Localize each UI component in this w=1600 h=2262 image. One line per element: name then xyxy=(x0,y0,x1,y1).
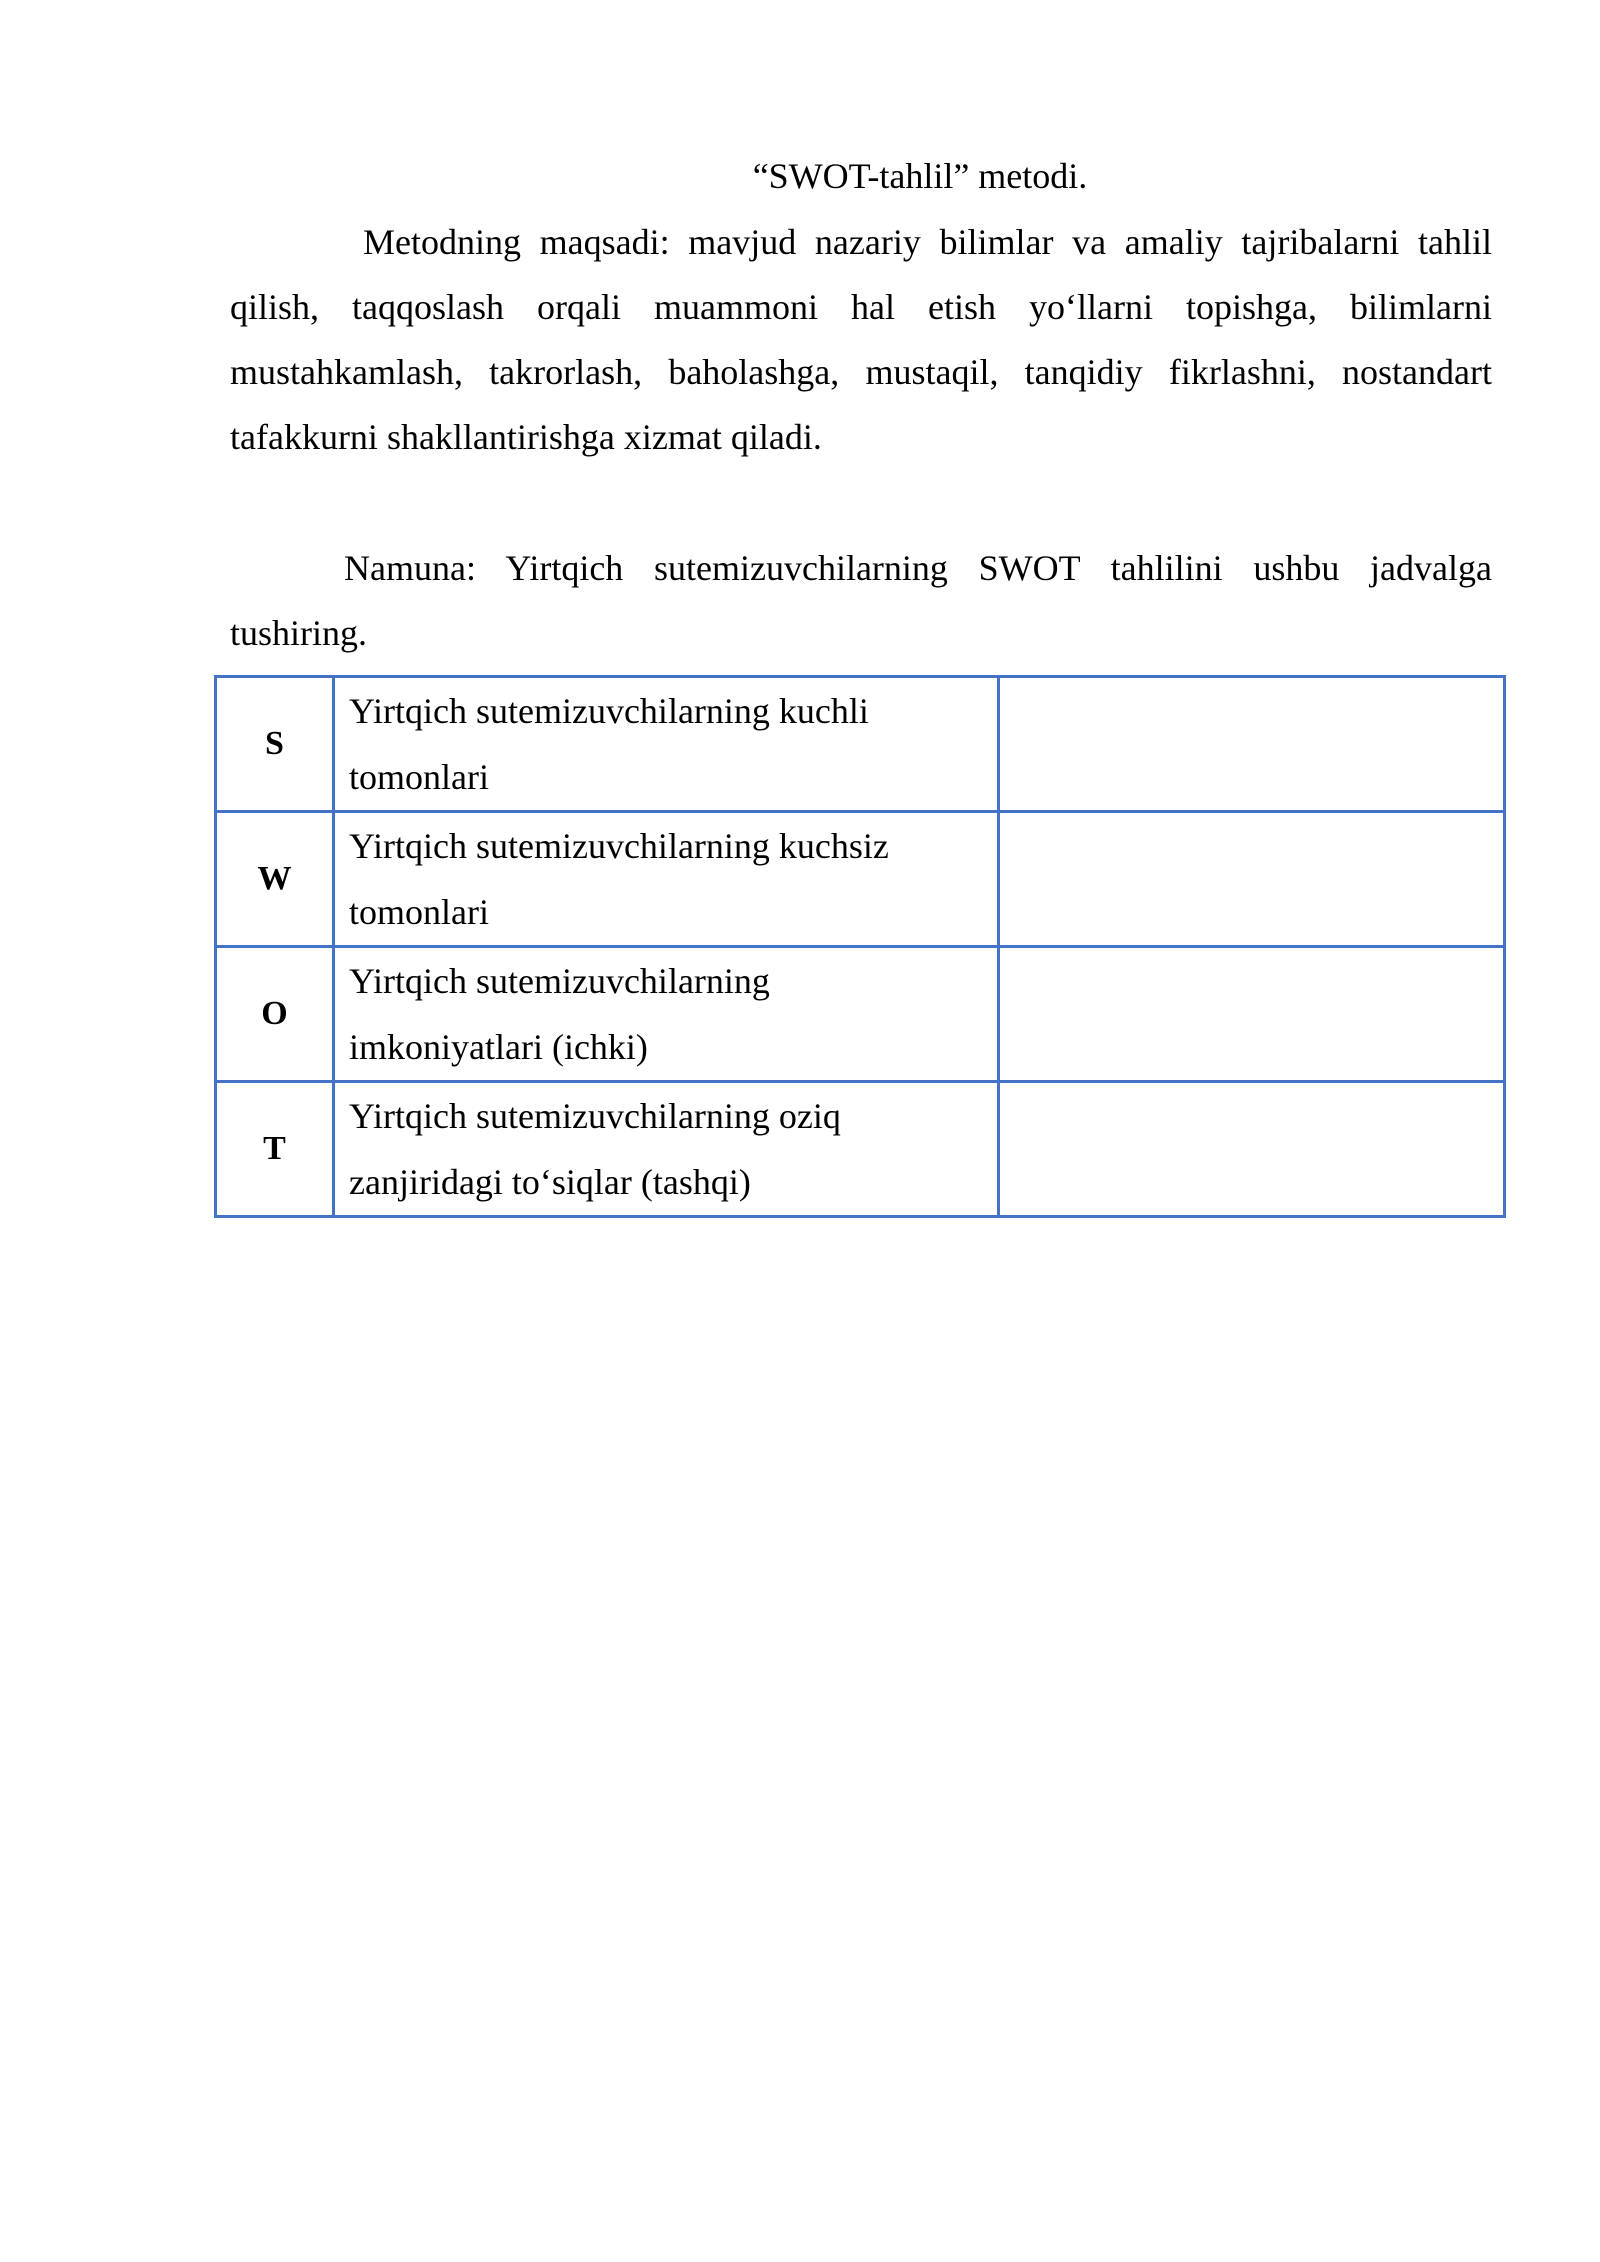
swot-letter-s: S xyxy=(216,677,334,812)
swot-description-w xyxy=(334,812,999,947)
swot-description-s xyxy=(334,677,999,812)
swot-answer-w xyxy=(999,812,1505,947)
swot-answer-o xyxy=(999,947,1505,1082)
swot-description-w-line2: tomonlari xyxy=(349,892,489,932)
swot-description-o-line1: Yirtqich sutemizuvchilarning xyxy=(349,961,770,1001)
swot-letter-t: T xyxy=(216,1082,334,1217)
swot-description-w-line1: Yirtqich sutemizuvchilarning kuchsiz xyxy=(349,826,889,866)
document-title: “SWOT-tahlil” metodi. xyxy=(752,156,1088,196)
swot-answer-t xyxy=(999,1082,1505,1217)
purpose-paragraph: Metodning maqsadi: mavjud nazariy bilimlar va amaliy tajribalarni tahlil qilish, taqqoslash orqali muammoni hal etish yo‘llarni topishga, bilimlarni mustahkamlash, takrorlash, baholashga, mustaqil, tanqidiy fikrlashni, nostandart tafakkurni shakllantirishga xizmat qiladi. xyxy=(230,222,1492,457)
swot-letter-o: O xyxy=(216,947,334,1082)
swot-description-s-line2: tomonlari xyxy=(349,757,489,797)
swot-description-t-line1: Yirtqich sutemizuvchilarning oziq xyxy=(349,1096,841,1136)
swot-description-t-line2: zanjiridagi to‘siqlar (tashqi) xyxy=(349,1162,751,1202)
swot-table xyxy=(214,675,1506,1218)
swot-row-threats xyxy=(216,1082,1505,1217)
swot-answer-s xyxy=(999,677,1505,812)
swot-letter-w: W xyxy=(216,812,334,947)
swot-row-opportunities xyxy=(216,947,1505,1082)
instruction-paragraph: Namuna: Yirtqich sutemizuvchilarning SWOT tahlilini ushbu jadvalga tushiring. xyxy=(230,548,1492,653)
swot-description-o-line2: imkoniyatlari (ichki) xyxy=(349,1027,648,1067)
swot-row-strengths xyxy=(216,677,1505,812)
swot-description-o xyxy=(334,947,999,1082)
swot-row-weaknesses xyxy=(216,812,1505,947)
swot-description-s-line1: Yirtqich sutemizuvchilarning kuchli xyxy=(349,691,869,731)
swot-description-t xyxy=(334,1082,999,1217)
